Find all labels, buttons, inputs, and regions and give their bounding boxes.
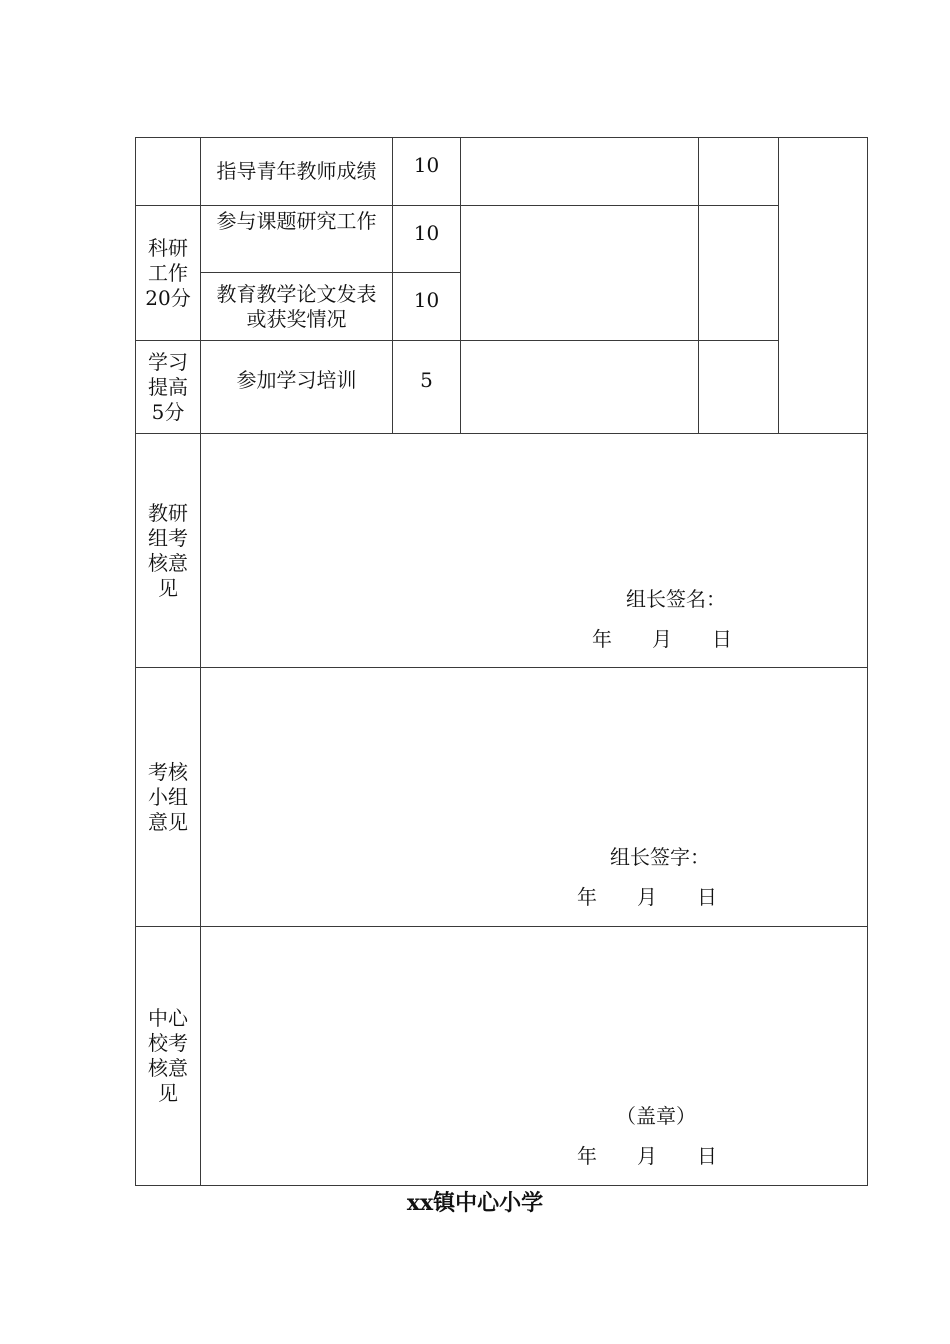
item-label: 教育教学论文发表或获奖情况: [216, 281, 377, 331]
category-label: 学习提高5分: [148, 349, 188, 424]
score-cell: [393, 273, 460, 328]
score-value: 5: [420, 368, 433, 392]
section-label-cell: [136, 668, 200, 926]
signature-line: 组长签名：: [626, 587, 726, 611]
category-cell: [136, 206, 200, 340]
score-cell: [393, 341, 460, 420]
score-cell: [393, 206, 460, 261]
rule-line: [135, 926, 868, 927]
section-label-cell: [136, 927, 200, 1185]
score-value: 10: [413, 153, 440, 177]
item-cell: [201, 138, 392, 205]
rule-line: [778, 137, 779, 434]
rule-line: [460, 137, 461, 434]
rule-line: [867, 137, 868, 1186]
signature-line: 组长签字：: [610, 845, 710, 869]
section-label-cell: [136, 434, 200, 667]
item-cell: [201, 341, 392, 420]
section-label: 考核小组意见: [148, 759, 188, 834]
item-label: 参加学习培训: [236, 368, 357, 392]
date-line: 年 月 日: [592, 627, 732, 651]
rule-line: [135, 433, 868, 434]
stamp-line: （盖章）: [616, 1104, 696, 1128]
date-line: 年 月 日: [577, 1144, 717, 1168]
section-label: 中心校考核意见: [148, 1006, 188, 1105]
score-cell: [393, 138, 460, 193]
category-label: 科研工作20分: [145, 235, 191, 310]
item-label: 指导青年教师成绩: [216, 159, 377, 183]
item-cell: [201, 206, 392, 272]
date-line: 年 月 日: [577, 885, 717, 909]
section-label: 教研组考核意见: [148, 500, 188, 600]
item-cell: [201, 273, 392, 340]
school-name-footer: xx镇中心小学: [406, 1190, 544, 1216]
score-value: 10: [413, 221, 440, 245]
score-value: 10: [413, 288, 440, 312]
rule-line: [698, 137, 699, 434]
item-label: 参与课题研究工作: [216, 209, 377, 233]
rule-line: [135, 667, 868, 668]
category-cell: [136, 341, 200, 433]
